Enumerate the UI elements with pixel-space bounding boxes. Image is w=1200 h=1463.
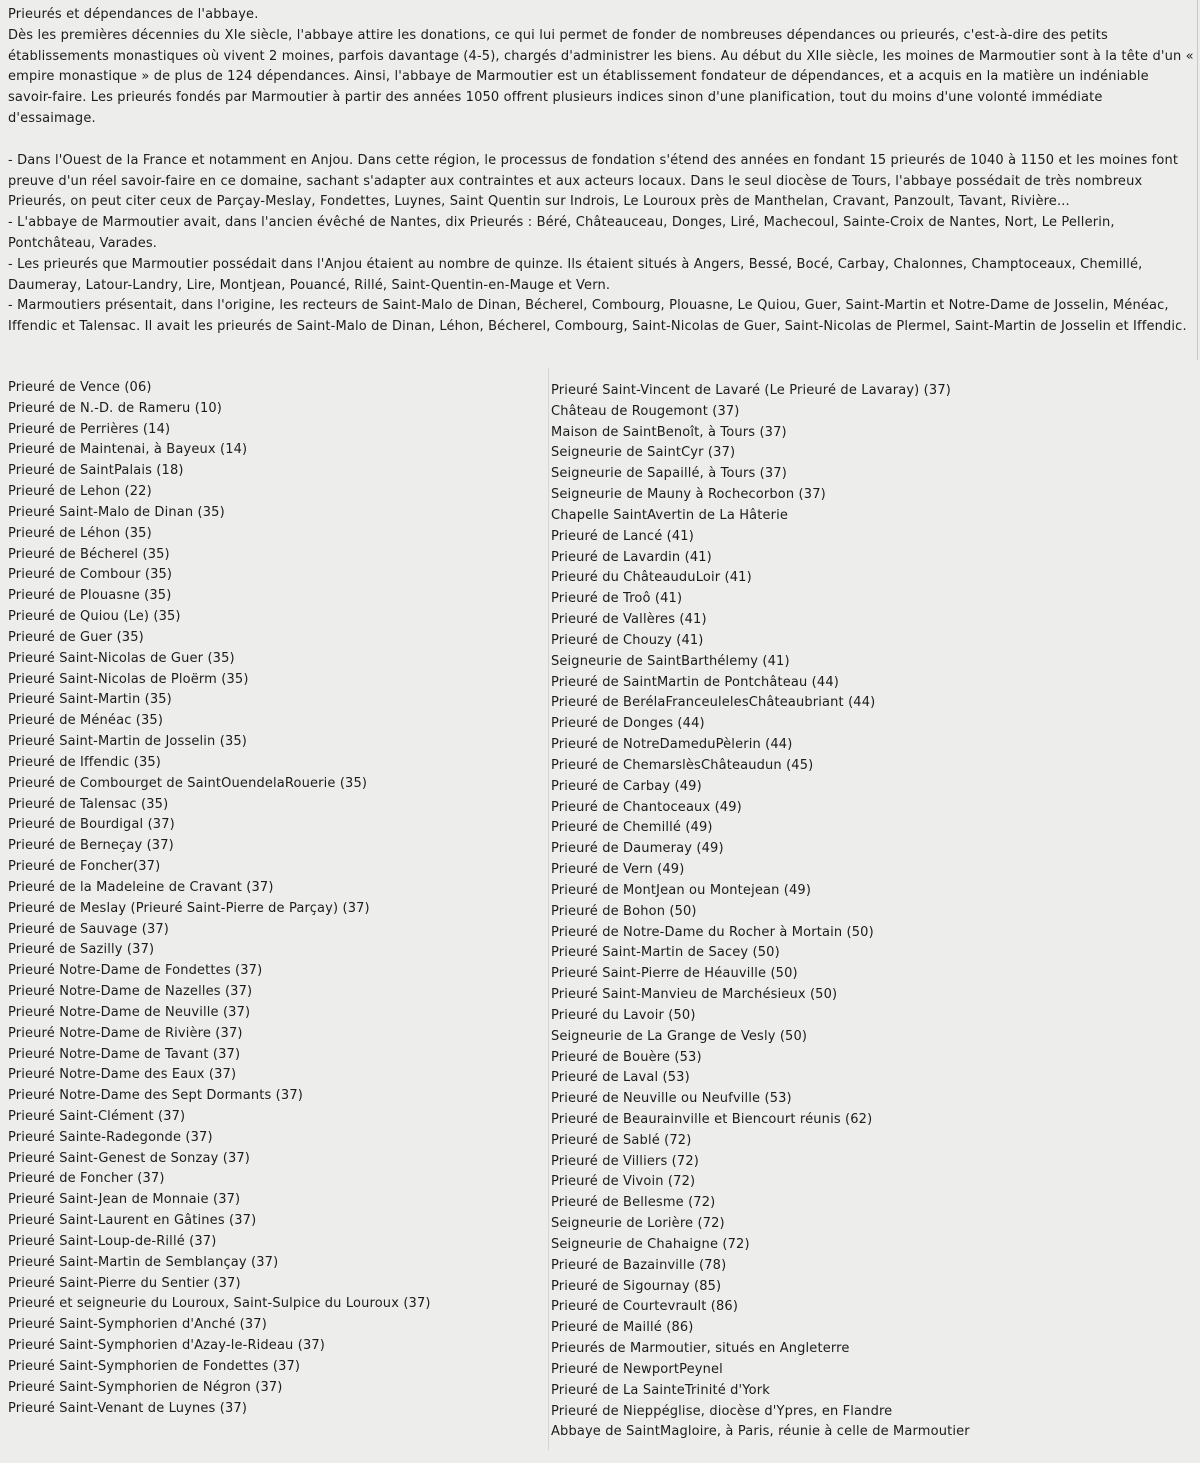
list-item: Seigneurie de Sapaillé, à Tours (37) bbox=[551, 466, 787, 482]
list-item: Prieuré de N.-D. de Rameru (10) bbox=[8, 400, 223, 416]
list-item: Prieuré Saint-Malo de Dinan (35) bbox=[8, 504, 225, 520]
list-item: Château de Rougemont (37) bbox=[551, 403, 740, 419]
list-item: Prieuré de Donges (44) bbox=[551, 716, 705, 732]
list-item: Prieuré de Chantoceaux (49) bbox=[551, 799, 742, 815]
list-item: Prieuré de Foncher(37) bbox=[8, 859, 161, 875]
list-item: Prieurés de Marmoutier, situés en Angleterre bbox=[551, 1341, 850, 1357]
list-item: Prieuré de Lavardin (41) bbox=[551, 549, 712, 565]
intro-section bbox=[8, 5, 1194, 338]
list-item: Prieuré de Ménéac (35) bbox=[8, 713, 164, 729]
list-item: Chapelle SaintAvertin de La Hâterie bbox=[551, 507, 789, 523]
list-item: Prieuré de Bellesme (72) bbox=[551, 1195, 716, 1211]
list-item: Seigneurie de La Grange de Vesly (50) bbox=[551, 1028, 808, 1044]
list-item: Prieuré de Chemillé (49) bbox=[551, 820, 713, 836]
list-item: Prieuré de Vern (49) bbox=[551, 862, 685, 878]
priory-list-left bbox=[8, 378, 431, 1419]
list-item: Prieuré de Foncher (37) bbox=[8, 1171, 165, 1187]
list-item: Prieuré de Courtevrault (86) bbox=[551, 1299, 739, 1315]
list-item: Prieuré de Lehon (22) bbox=[8, 484, 152, 500]
list-item: Maison de SaintBenoît, à Tours (37) bbox=[551, 424, 787, 440]
list-item: Prieuré Saint-Laurent en Gâtines (37) bbox=[8, 1213, 257, 1229]
note-nantes: - L'abbaye de Marmoutier avait, dans l'ancien évêché de Nantes, dix Prieurés : Béré, Châteauceau, Donges, Liré, Machecoul, Sainte-Croix de Nantes, Nort, Le Pellerin, Pontchâteau, Varades. bbox=[8, 215, 1115, 251]
list-item: Prieuré Saint-Genest de Sonzay (37) bbox=[8, 1150, 251, 1166]
list-item: Prieuré du Lavoir (50) bbox=[551, 1007, 696, 1023]
list-item: Prieuré Saint-Venant de Luynes (37) bbox=[8, 1400, 248, 1416]
list-item: Prieuré de Neuville ou Neufville (53) bbox=[551, 1091, 792, 1107]
list-item: Prieuré Saint-Nicolas de Ploërm (35) bbox=[8, 671, 249, 687]
intro-divider bbox=[1197, 0, 1198, 360]
list-item: Prieuré de Bécherel (35) bbox=[8, 546, 170, 562]
note-anjou: - Les prieurés que Marmoutier possédait dans l'Anjou étaient au nombre de quinze. Ils étaient situés à Angers, Bessé, Bocé, Carbay, Chalonnes, Champtoceaux, Chemillé, Daumeray, Latour-Landry, Lire, Montjean, Pouancé, Rillé, Saint-Quentin-en-Mauge et Vern. bbox=[8, 256, 1143, 293]
list-item: Prieuré de Combour (35) bbox=[8, 567, 173, 583]
list-item: Prieuré de Vallères (41) bbox=[551, 612, 707, 628]
list-item: Prieuré de Troô (41) bbox=[551, 591, 683, 607]
list-item: Prieuré de Léhon (35) bbox=[8, 525, 152, 541]
list-item: Prieuré de Quiou (Le) (35) bbox=[8, 609, 181, 625]
list-item: Prieuré de Lancé (41) bbox=[551, 528, 694, 544]
list-item: Prieuré Saint-Clément (37) bbox=[8, 1108, 186, 1124]
list-item: Prieuré de Perrières (14) bbox=[8, 421, 171, 437]
list-item: Prieuré du ChâteauduLoir (41) bbox=[551, 570, 752, 586]
list-item: Prieuré Saint-Nicolas de Guer (35) bbox=[8, 650, 235, 666]
list-item: Prieuré Saint-Martin de Semblançay (37) bbox=[8, 1254, 279, 1270]
list-item: Prieuré Saint-Manvieu de Marchésieux (50) bbox=[551, 987, 838, 1003]
list-item: Prieuré de Sazilly (37) bbox=[8, 942, 155, 958]
list-item: Prieuré Notre-Dame de Tavant (37) bbox=[8, 1046, 241, 1062]
list-item: Prieuré de Vivoin (72) bbox=[551, 1174, 696, 1190]
list-item: Prieuré de Berneçay (37) bbox=[8, 838, 174, 854]
list-item: Prieuré de Villiers (72) bbox=[551, 1153, 699, 1169]
column-divider bbox=[548, 368, 549, 1450]
list-item: Prieuré de NewportPeynel bbox=[551, 1361, 723, 1377]
list-item: Prieuré de Iffendic (35) bbox=[8, 754, 162, 770]
list-item: Prieuré de Plouasne (35) bbox=[8, 588, 172, 604]
list-item: Prieuré de Bazainville (78) bbox=[551, 1257, 727, 1273]
list-item: Prieuré Notre-Dame de Neuville (37) bbox=[8, 1004, 251, 1020]
list-item: Prieuré de Bouère (53) bbox=[551, 1049, 702, 1065]
list-item: Prieuré de Bohon (50) bbox=[551, 903, 697, 919]
list-item: Prieuré Notre-Dame des Eaux (37) bbox=[8, 1067, 237, 1083]
list-item: Prieuré de La SainteTrinité d'York bbox=[551, 1382, 770, 1398]
list-item: Prieuré Saint-Jean de Monnaie (37) bbox=[8, 1192, 241, 1208]
list-item: Prieuré Saint-Symphorien d'Anché (37) bbox=[8, 1317, 267, 1333]
list-item: Prieuré de Sigournay (85) bbox=[551, 1278, 722, 1294]
list-item: Seigneurie de SaintCyr (37) bbox=[551, 445, 736, 461]
list-item: Prieuré de Beaurainville et Biencourt réunis (62) bbox=[551, 1111, 873, 1127]
list-item: Prieuré Saint-Vincent de Lavaré (Le Prieuré de Lavaray) (37) bbox=[551, 383, 951, 398]
list-item: Prieuré de Sauvage (37) bbox=[8, 921, 170, 937]
list-item: Prieuré Notre-Dame de Rivière (37) bbox=[8, 1025, 243, 1041]
list-item: Prieuré Saint-Symphorien de Négron (37) bbox=[8, 1379, 283, 1395]
intro-paragraph: Dès les premières décennies du XIe siècle, l'abbaye attire les donations, ce qui lui permet de fonder de nombreuses dépendances ou prieurés, c'est-à-dire des petits établissements monastiques où vivent 2 moines, parfois davantage (4-5), chargés d'administrer les biens. Au début du XIIe siècle, les moines de Marmoutier sont à la tête d'un « empire monastique » de plus de 124 dépendances. Ainsi, l'abbaye de Marmoutier est un établissement fondateur de dépendances, et a acquis en la matière un indéniable savoir-faire. Les prieurés fondés par Marmoutier à partir des années 1050 offrent plusieurs indices sinon d'une planification, tout du moins d'une volonté immédiate d'essaimage. bbox=[8, 27, 1194, 126]
list-item: Prieuré de Bourdigal (37) bbox=[8, 817, 175, 833]
list-item: Seigneurie de SaintBarthélemy (41) bbox=[551, 653, 790, 669]
list-item: Prieuré de ChemarslèsChâteaudun (45) bbox=[551, 757, 814, 773]
list-item: Prieuré Saint-Pierre du Sentier (37) bbox=[8, 1275, 241, 1291]
list-item: Prieuré Saint-Loup-de-Rillé (37) bbox=[8, 1233, 217, 1249]
list-item: Prieuré de SaintPalais (18) bbox=[8, 463, 184, 479]
list-item: Prieuré Saint-Martin (35) bbox=[8, 692, 172, 708]
priory-list-right bbox=[551, 381, 970, 1443]
list-item: Prieuré de Carbay (49) bbox=[551, 778, 702, 794]
list-item: Prieuré de BerélaFranceulelesChâteaubriant (44) bbox=[551, 695, 876, 711]
list-item: Prieuré de Combourget de SaintOuendelaRouerie (35) bbox=[8, 775, 368, 791]
list-item: Prieuré Sainte-Radegonde (37) bbox=[8, 1129, 213, 1145]
list-item: Prieuré de Talensac (35) bbox=[8, 796, 169, 812]
list-item: Prieuré de Notre-Dame du Rocher à Mortain (50) bbox=[551, 924, 874, 940]
list-item: Prieuré Saint-Martin de Sacey (50) bbox=[551, 945, 780, 961]
section-title: Prieurés et dépendances de l'abbaye. bbox=[8, 7, 259, 22]
list-item: Seigneurie de Mauny à Rochecorbon (37) bbox=[551, 487, 826, 503]
list-item: Prieuré de Guer (35) bbox=[8, 629, 144, 645]
list-item: Prieuré de Meslay (Prieuré Saint-Pierre de Parçay) (37) bbox=[8, 900, 370, 916]
list-item: Prieuré Notre-Dame des Sept Dormants (37) bbox=[8, 1088, 303, 1104]
list-item: Seigneurie de Chahaigne (72) bbox=[551, 1236, 750, 1252]
list-item: Prieuré Saint-Symphorien d'Azay-le-Rideau (37) bbox=[8, 1338, 326, 1354]
list-item: Prieuré de Nieppéglise, diocèse d'Ypres, en Flandre bbox=[551, 1403, 893, 1419]
list-item: Prieuré Saint-Symphorien de Fondettes (37) bbox=[8, 1358, 301, 1374]
list-item: Prieuré de Maintenai, à Bayeux (14) bbox=[8, 442, 248, 458]
list-item: Seigneurie de Lorière (72) bbox=[551, 1216, 725, 1232]
list-item: Prieuré de Sablé (72) bbox=[551, 1132, 692, 1148]
list-item: Prieuré et seigneurie du Louroux, Saint-Sulpice du Louroux (37) bbox=[8, 1296, 431, 1312]
list-item: Prieuré de Chouzy (41) bbox=[551, 632, 704, 648]
list-item: Prieuré de NotreDameduPèlerin (44) bbox=[551, 737, 793, 753]
note-ouest: - Dans l'Ouest de la France et notamment en Anjou. Dans cette région, le processus de fondation s'étend des années en fondant 15 prieurés de 1040 à 1150 et les moines font preuve d'un réel savoir-faire en ce domaine, sachant s'adapter aux contraintes et aux acteurs locaux. Dans le seul diocèse de Tours, l'abbaye possédait de très nombreux Prieurés, on peut citer ceux de Parçay-Meslay, Fondettes, Luynes, Saint Quentin sur Indrois, Le Louroux près de Manthelan, Cravant, Panzoult, Tavant, Rivière... bbox=[8, 152, 1179, 210]
list-item: Prieuré de Daumeray (49) bbox=[551, 841, 724, 857]
list-item: Prieuré de Maillé (86) bbox=[551, 1320, 694, 1336]
list-item: Prieuré de SaintMartin de Pontchâteau (44) bbox=[551, 674, 839, 690]
list-item: Abbaye de SaintMagloire, à Paris, réunie à celle de Marmoutier bbox=[551, 1424, 970, 1440]
list-item: Prieuré de Vence (06) bbox=[8, 380, 152, 395]
list-item: Prieuré Notre-Dame de Nazelles (37) bbox=[8, 984, 253, 1000]
list-item: Prieuré Saint-Martin de Josselin (35) bbox=[8, 734, 248, 750]
list-item: Prieuré Saint-Pierre de Héauville (50) bbox=[551, 966, 798, 982]
paragraph-spacer bbox=[8, 130, 1194, 151]
list-item: Prieuré de la Madeleine de Cravant (37) bbox=[8, 879, 274, 895]
list-item: Prieuré de MontJean ou Montejean (49) bbox=[551, 882, 812, 898]
list-item: Prieuré de Laval (53) bbox=[551, 1070, 690, 1086]
list-item: Prieuré Notre-Dame de Fondettes (37) bbox=[8, 963, 263, 979]
note-bretagne: - Marmoutiers présentait, dans l'origine, les recteurs de Saint-Malo de Dinan, Bécherel, Combourg, Plouasne, Le Quiou, Guer, Saint-Martin et Notre-Dame de Josselin, Ménéac, Iffendic et Talensac. Il avait les prieurés de Saint-Malo de Dinan, Léhon, Bécherel, Combourg, Saint-Nicolas de Guer, Saint-Nicolas de Plermel, Saint-Martin de Josselin et Iffendic. bbox=[8, 298, 1187, 335]
